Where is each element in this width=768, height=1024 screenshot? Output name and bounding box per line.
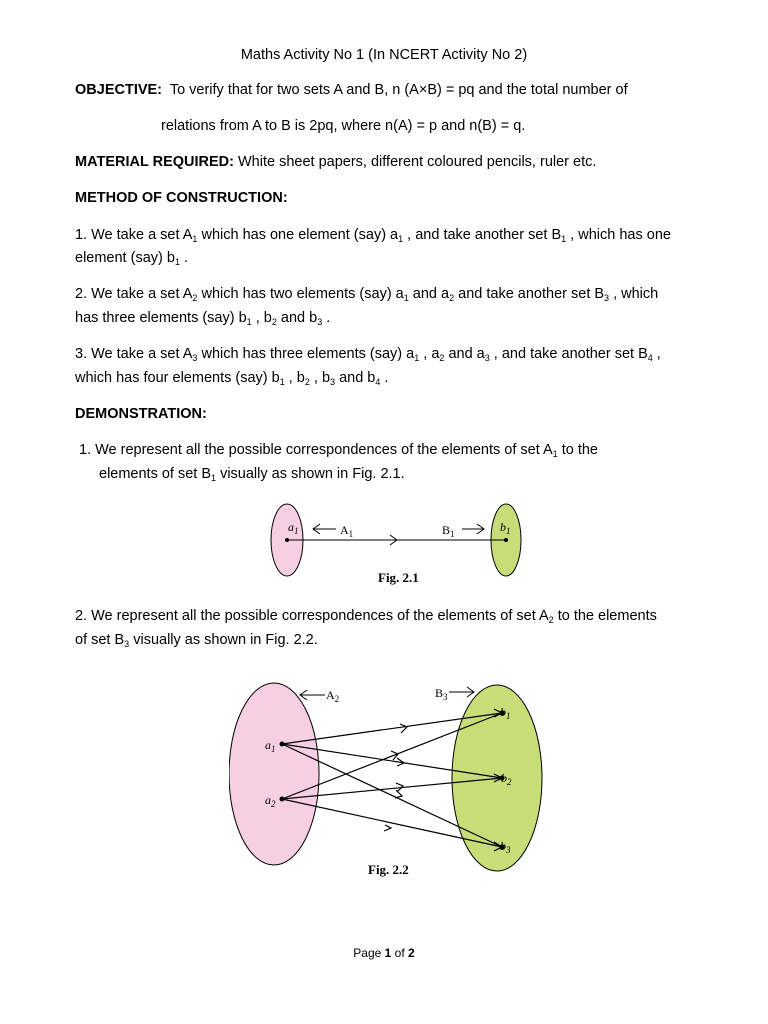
page-title: Maths Activity No 1 (In NCERT Activity No 2) bbox=[240, 47, 528, 63]
text-segment: 1. We represent all the possible correspondences of the elements of set A bbox=[79, 442, 553, 458]
objective-text-2: relations from A to B is 2pq, where n(A) = p and n(B) = q. bbox=[161, 118, 526, 134]
text-segment: has three elements (say) b bbox=[75, 310, 247, 326]
text-segment: . bbox=[380, 370, 389, 386]
subscript: 2 bbox=[439, 353, 445, 363]
subscript: 1 bbox=[279, 377, 285, 387]
text-segment: 1. We take a set A bbox=[75, 227, 193, 243]
label-a2: $a_2$ bbox=[265, 793, 276, 809]
demo-2-line-1 bbox=[75, 608, 657, 624]
text-segment: , and take another set B bbox=[489, 346, 648, 362]
text-segment: 2. We take a set A bbox=[75, 286, 193, 302]
label-a1: $a_1$ bbox=[265, 738, 276, 754]
demo-1-line-2 bbox=[99, 466, 405, 482]
objective-label: OBJECTIVE: bbox=[75, 82, 163, 98]
step-2-line-1 bbox=[75, 286, 658, 302]
text-segment: which has two elements (say) a bbox=[197, 286, 404, 302]
subscript: 1 bbox=[403, 293, 409, 303]
text-segment: which has one element (say) a bbox=[197, 227, 399, 243]
material-label: MATERIAL REQUIRED: bbox=[75, 154, 234, 170]
subscript: 1 bbox=[552, 449, 558, 459]
demonstration-heading: DEMONSTRATION: bbox=[75, 406, 207, 422]
step-1-line-2 bbox=[75, 250, 188, 266]
subscript: 2 bbox=[548, 615, 554, 625]
figure-2-2-diagram bbox=[229, 662, 544, 884]
step-3-line-1 bbox=[75, 346, 661, 362]
text-segment: and b bbox=[335, 370, 376, 386]
text-segment: , b bbox=[309, 370, 331, 386]
set-a2-ellipse bbox=[229, 683, 319, 865]
text-segment: which has three elements (say) a bbox=[197, 346, 415, 362]
text-segment: , and take another set B bbox=[403, 227, 562, 243]
subscript: 2 bbox=[304, 377, 310, 387]
demo-1-line-1 bbox=[79, 442, 598, 458]
text-segment: 2. We represent all the possible correspondences of the elements of set A bbox=[75, 608, 549, 624]
label-a1: $a_1$ bbox=[288, 520, 299, 536]
text-segment: visually as shown in Fig. 2.2. bbox=[129, 632, 318, 648]
page-footer: Page 1 of 2 bbox=[353, 946, 415, 960]
text-segment: . bbox=[322, 310, 331, 326]
label-set-a2: $A_2$ bbox=[326, 688, 340, 704]
point-a1 bbox=[285, 538, 289, 542]
material-line bbox=[75, 154, 596, 170]
subscript: 1 bbox=[414, 353, 420, 363]
subscript: 2 bbox=[192, 293, 198, 303]
point-a1 bbox=[280, 742, 285, 747]
subscript: 3 bbox=[604, 293, 610, 303]
text-segment: to the elements bbox=[553, 608, 657, 624]
subscript: 1 bbox=[192, 234, 198, 244]
subscript: 3 bbox=[192, 353, 198, 363]
text-segment: , bbox=[652, 346, 661, 362]
subscript: 3 bbox=[484, 353, 490, 363]
subscript: 2 bbox=[271, 317, 277, 327]
objective-text-1: To verify that for two sets A and B, n (A×B) = pq and the total number of bbox=[169, 82, 628, 98]
text-segment: , b bbox=[284, 370, 305, 386]
text-segment: , a bbox=[419, 346, 440, 362]
demo-2-line-2 bbox=[75, 632, 318, 648]
text-segment: of set B bbox=[75, 632, 125, 648]
subscript: 3 bbox=[330, 377, 336, 387]
figure-2-1 bbox=[266, 502, 526, 590]
text-segment: to the bbox=[557, 442, 598, 458]
subscript: 4 bbox=[647, 353, 653, 363]
text-segment: , which has one bbox=[566, 227, 671, 243]
subscript: 1 bbox=[246, 317, 252, 327]
step-3-line-2 bbox=[75, 370, 388, 386]
figure-2-2-caption: Fig. 2.2 bbox=[368, 862, 409, 877]
subscript: 4 bbox=[375, 377, 381, 387]
text-segment: element (say) b bbox=[75, 250, 175, 266]
subscript: 1 bbox=[561, 234, 567, 244]
text-segment: and a bbox=[444, 346, 485, 362]
step-1-line-1 bbox=[75, 227, 671, 243]
label-b1: $b_1$ bbox=[500, 705, 511, 721]
text-segment: , which bbox=[609, 286, 659, 302]
subscript: 1 bbox=[398, 234, 404, 244]
label-b1: $b_1$ bbox=[500, 520, 511, 536]
text-segment: . bbox=[179, 250, 189, 266]
text-segment: and a bbox=[408, 286, 450, 302]
text-segment: and b bbox=[276, 310, 318, 326]
point-b1 bbox=[504, 538, 508, 542]
subscript: 1 bbox=[211, 473, 217, 483]
subscript: 3 bbox=[124, 639, 130, 649]
label-b2: $b_2$ bbox=[501, 771, 512, 787]
label-set-b3: $B_3$ bbox=[435, 686, 448, 702]
text-segment: and take another set B bbox=[454, 286, 605, 302]
text-segment: which has four elements (say) b bbox=[75, 370, 280, 386]
text-segment: 3. We take a set A bbox=[75, 346, 193, 362]
objective-line-1 bbox=[75, 82, 628, 98]
text-segment: , b bbox=[251, 310, 272, 326]
figure-2-1-caption: Fig. 2.1 bbox=[378, 570, 419, 585]
text-segment: visually as shown in Fig. 2.1. bbox=[216, 466, 405, 482]
text-segment: elements of set B bbox=[99, 466, 212, 482]
subscript: 1 bbox=[174, 257, 180, 267]
step-2-line-2 bbox=[75, 310, 330, 326]
subscript: 3 bbox=[317, 317, 323, 327]
figure-2-2 bbox=[229, 662, 544, 884]
method-heading: METHOD OF CONSTRUCTION: bbox=[75, 190, 288, 206]
material-text: White sheet papers, different coloured pencils, ruler etc. bbox=[238, 154, 597, 170]
subscript: 2 bbox=[449, 293, 455, 303]
point-a2 bbox=[280, 797, 285, 802]
label-set-a1: $A_1$ bbox=[340, 523, 354, 539]
label-set-b1: $B_1$ bbox=[442, 523, 455, 539]
label-b3: $b_3$ bbox=[500, 839, 511, 855]
